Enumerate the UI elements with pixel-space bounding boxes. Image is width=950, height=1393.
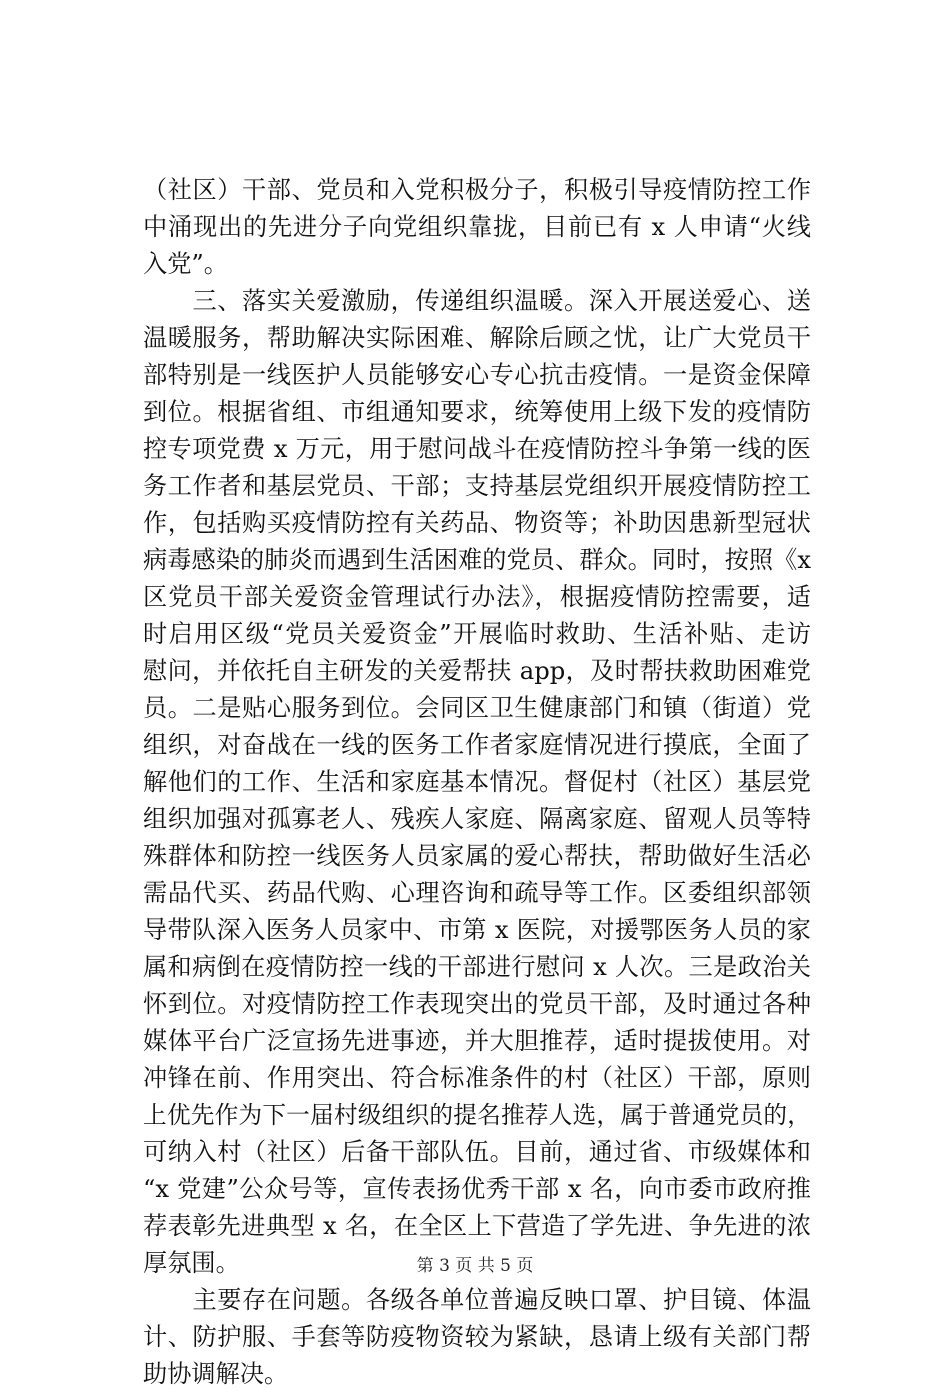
text-line: 属和病倒在疫情防控一线的干部进行慰问 x 人次。三是政治关	[143, 953, 811, 981]
text-line: 媒体平台广泛宣扬先进事迹，并大胆推荐，适时提拔使用。对	[143, 1027, 811, 1055]
text-line: 上优先作为下一届村级组织的提名推荐人选，属于普通党员的，	[143, 1101, 811, 1129]
document-body	[143, 172, 811, 1393]
text-line: 厚氛围。	[143, 1249, 240, 1277]
text-line: 控专项党费 x 万元，用于慰问战斗在疫情防控斗争第一线的医	[143, 435, 811, 463]
text-line: 到位。根据省组、市组通知要求，统筹使用上级下发的疫情防	[143, 398, 811, 426]
text-line: 员。二是贴心服务到位。会同区卫生健康部门和镇（街道）党	[143, 694, 811, 722]
text-line: 中涌现出的先进分子向党组织靠拢，目前已有 x 人申请“火线	[143, 213, 811, 241]
text-line: 怀到位。对疫情防控工作表现突出的党员干部，及时通过各种	[143, 990, 811, 1018]
text-line: 部特别是一线医护人员能够安心专心抗击疫情。一是资金保障	[143, 361, 811, 389]
text-line: 慰问，并依托自主研发的关爱帮扶 app，及时帮扶救助困难党	[143, 657, 811, 685]
text-line: 可纳入村（社区）后备干部队伍。目前，通过省、市级媒体和	[143, 1138, 811, 1166]
text-line: 组织，对奋战在一线的医务工作者家庭情况进行摸底，全面了	[143, 731, 811, 759]
text-line: 计、防护服、手套等防疫物资较为紧缺，恳请上级有关部门帮	[143, 1323, 811, 1351]
text-line: 三、落实关爱激励，传递组织温暖。深入开展送爱心、送	[143, 287, 811, 315]
text-line: 助协调解决。	[143, 1360, 289, 1388]
text-line: 解他们的工作、生活和家庭基本情况。督促村（社区）基层党	[143, 768, 811, 796]
page-footer: 第 3 页 共 5 页	[416, 1256, 534, 1276]
text-line: 区党员干部关爱资金管理试行办法》，根据疫情防控需要，适	[143, 583, 811, 611]
text-line: 需品代买、药品代购、心理咨询和疏导等工作。区委组织部领	[143, 879, 811, 907]
text-line: 导带队深入医务人员家中、市第 x 医院，对援鄂医务人员的家	[143, 916, 811, 944]
text-line: （社区）干部、党员和入党积极分子，积极引导疫情防控工作	[143, 176, 811, 204]
text-line: 时启用区级“党员关爱资金”开展临时救助、生活补贴、走访	[143, 620, 811, 648]
text-line: 组织加强对孤寡老人、残疾人家庭、隔离家庭、留观人员等特	[143, 805, 811, 833]
text-line: 温暖服务，帮助解决实际困难、解除后顾之忧，让广大党员干	[143, 324, 811, 352]
text-line: 作，包括购买疫情防控有关药品、物资等；补助因患新型冠状	[143, 509, 811, 537]
text-line: 冲锋在前、作用突出、符合标准条件的村（社区）干部，原则	[143, 1064, 811, 1092]
text-line: 病毒感染的肺炎而遇到生活困难的党员、群众。同时，按照《x	[143, 546, 811, 574]
text-line: 务工作者和基层党员、干部；支持基层党组织开展疫情防控工	[143, 472, 811, 500]
text-line: 殊群体和防控一线医务人员家属的爱心帮扶，帮助做好生活必	[143, 842, 811, 870]
text-line: 入党”。	[143, 250, 228, 278]
text-line: 荐表彰先进典型 x 名，在全区上下营造了学先进、争先进的浓	[143, 1212, 811, 1240]
text-line: “x 党建”公众号等，宣传表扬优秀干部 x 名，向市委市政府推	[143, 1175, 811, 1203]
text-line: 主要存在问题。各级各单位普遍反映口罩、护目镜、体温	[143, 1286, 811, 1314]
